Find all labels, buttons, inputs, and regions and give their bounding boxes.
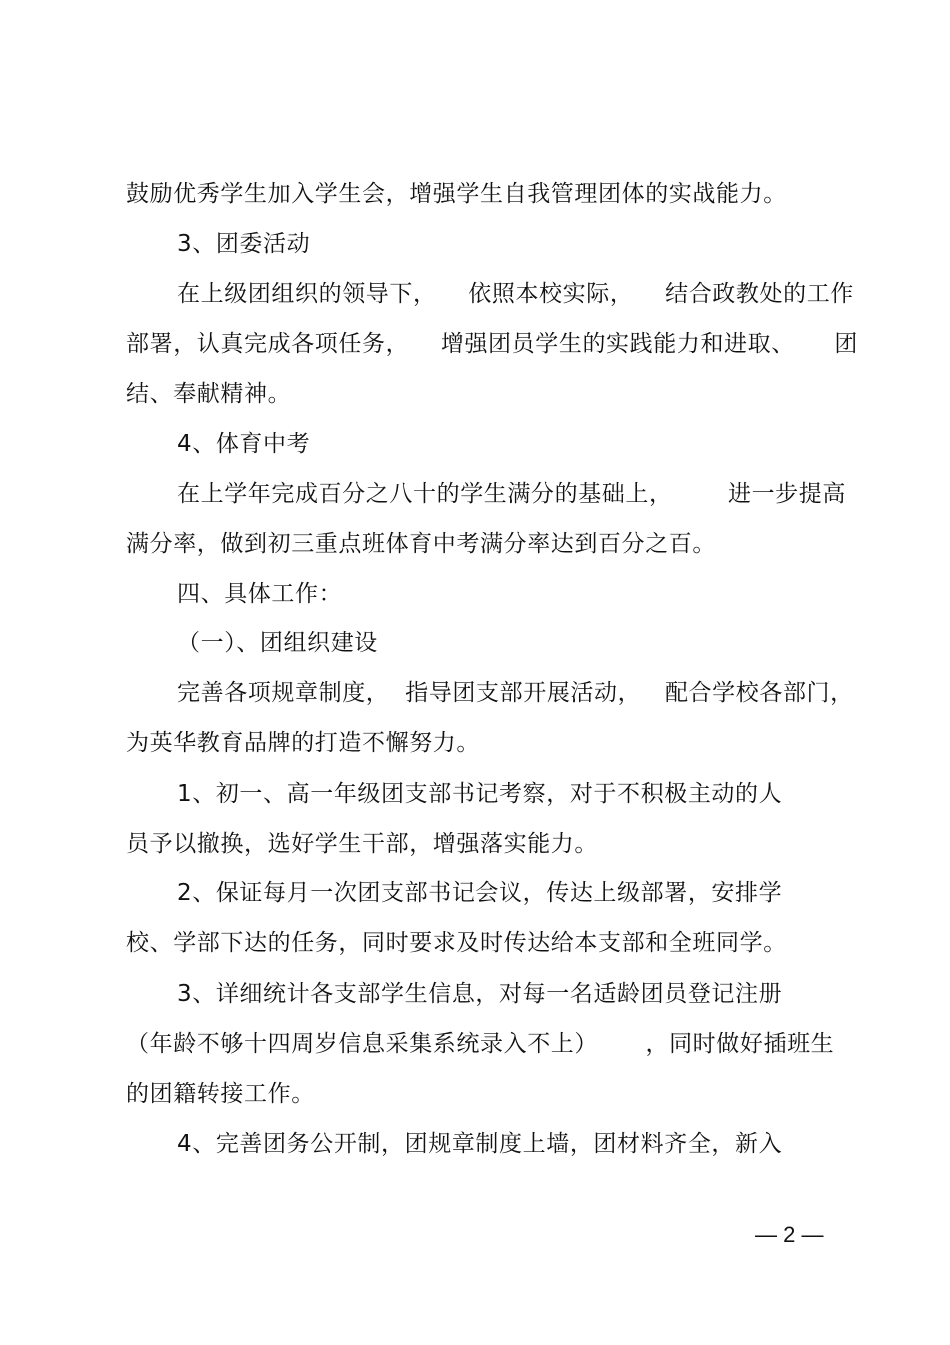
text-line: 校、学部下达的任务，同时要求及时传达给本支部和全班同学。 — [126, 930, 787, 956]
section-heading: 四、具体工作： — [177, 581, 343, 607]
text-line: 1、初一、高一年级团支部书记考察，对于不积极主动的人 — [177, 781, 783, 807]
text-line: 满分率，做到初三重点班体育中考满分率达到百分之百。 — [126, 531, 716, 557]
text-line: （年龄不够十四周岁信息采集系统录入不上） ，同时做好插班生 — [126, 1031, 835, 1057]
text-line: 完善各项规章制度， 指导团支部开展活动， 配合学校各部门， — [177, 680, 854, 706]
page-number: — 2 — — [755, 1222, 824, 1247]
text-line: 鼓励优秀学生加入学生会，增强学生自我管理团体的实战能力。 — [126, 181, 787, 207]
text-line: 员予以撤换，选好学生干部，增强落实能力。 — [126, 831, 598, 857]
text-line: 部署，认真完成各项任务， 增强团员学生的实践能力和进取、 团 — [126, 331, 858, 357]
subsection-heading: （一）、团组织建设 — [177, 630, 378, 656]
section-heading: 4、体育中考 — [177, 431, 311, 457]
text-line: 2、保证每月一次团支部书记会议，传达上级部署，安排学 — [177, 880, 783, 906]
text-line: 结、奉献精神。 — [126, 381, 292, 407]
text-line: 在上级团组织的领导下， 依照本校实际， 结合政教处的工作 — [177, 281, 854, 307]
text-line: 4、完善团务公开制，团规章制度上墙，团材料齐全，新入 — [177, 1131, 783, 1157]
text-line: 在上学年完成百分之八十的学生满分的基础上， 进一步提高 — [177, 481, 846, 507]
section-heading: 3、团委活动 — [177, 231, 311, 257]
text-line: 为英华教育品牌的打造不懈努力。 — [126, 730, 480, 756]
text-line: 3、详细统计各支部学生信息，对每一名适龄团员登记注册 — [177, 981, 783, 1007]
text-line: 的团籍转接工作。 — [126, 1081, 315, 1107]
